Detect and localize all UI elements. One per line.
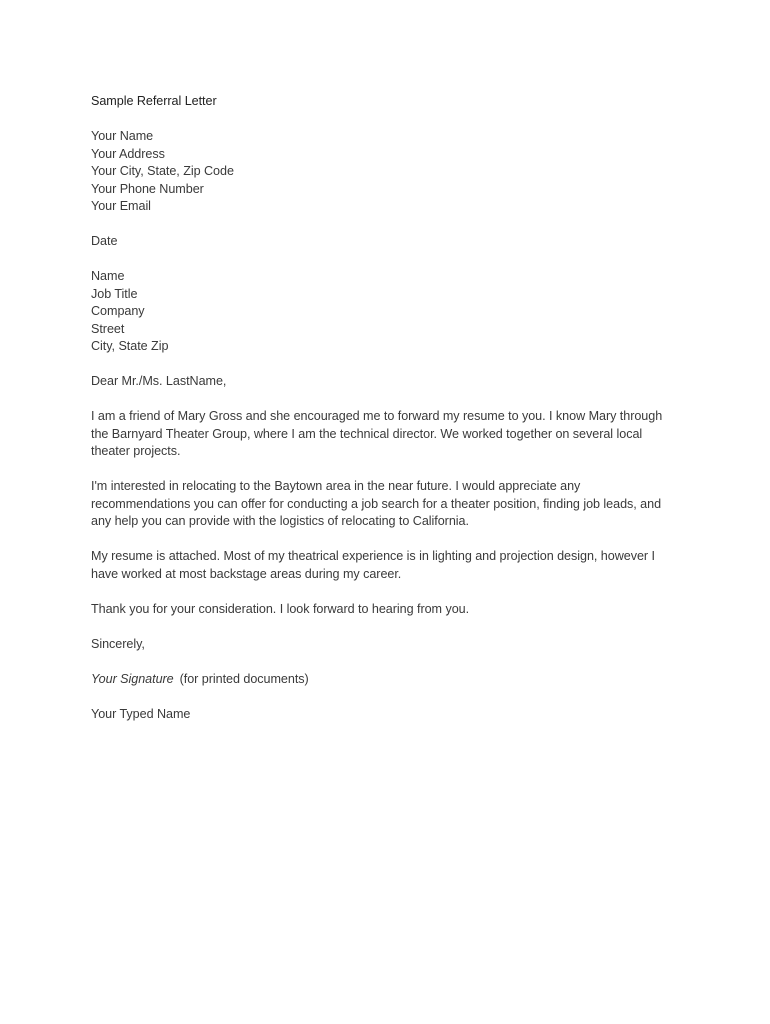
body-paragraph: I am a friend of Mary Gross and she encouraged me to forward my resume to you. I know Mary through the Barnyard Theater Group, where I am the technical director. We worked together on several local theater projects. (91, 409, 663, 458)
recipient-block (91, 268, 681, 356)
sender-block (91, 128, 681, 216)
body-paragraph: I'm interested in relocating to the Baytown area in the near future. I would appreciate any recommendations you can offer for conducting a job search for a theater position, finding job leads, and any help you can provide with the logistics of relocating to California. (91, 479, 662, 528)
recipient-street: Street (91, 321, 125, 336)
letter-body (91, 93, 681, 741)
body-paragraph: Thank you for your consideration. I look forward to hearing from you. (91, 601, 470, 616)
recipient-city-state-zip: City, State Zip (91, 339, 169, 353)
body-paragraph: My resume is attached. Most of my theatrical experience is in lighting and projection design, however I have worked at most backstage areas during my career. (91, 549, 655, 581)
sender-city-state-zip: Your City, State, Zip Code (91, 164, 234, 178)
sender-phone: Your Phone Number (91, 181, 204, 196)
typed-name: Your Typed Name (91, 706, 191, 721)
sender-name: Your Name (91, 129, 154, 143)
closing: Sincerely, (91, 636, 145, 651)
signature-placeholder: Your Signature (91, 671, 174, 686)
recipient-name: Name (91, 269, 125, 283)
recipient-job-title: Job Title (91, 286, 138, 301)
sender-address: Your Address (91, 146, 165, 161)
signature-note: (for printed documents) (179, 671, 309, 686)
letter-title: Sample Referral Letter (91, 94, 217, 108)
salutation: Dear Mr./Ms. LastName, (91, 374, 227, 388)
recipient-company: Company (91, 304, 145, 318)
signature-row (91, 671, 681, 689)
letter-date: Date (91, 234, 118, 248)
sender-email: Your Email (91, 199, 151, 213)
